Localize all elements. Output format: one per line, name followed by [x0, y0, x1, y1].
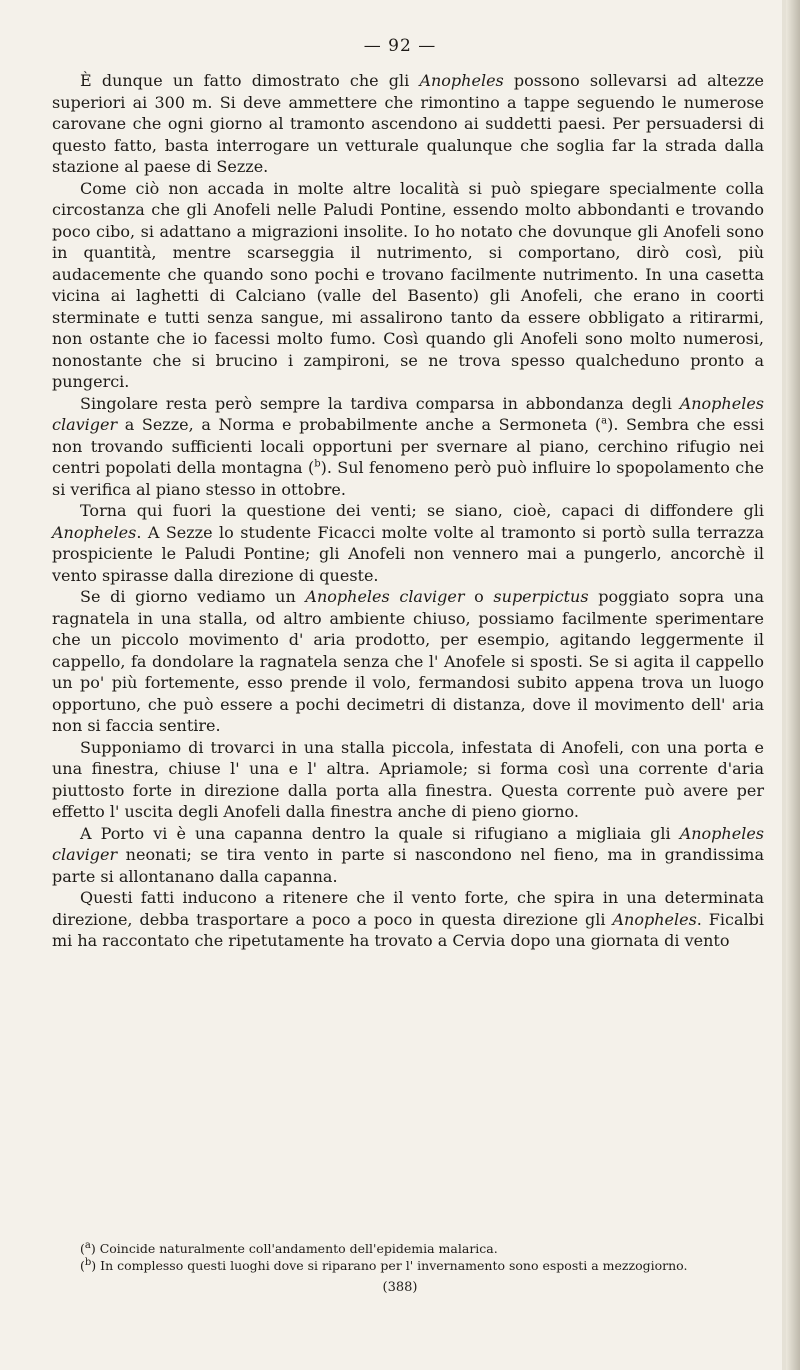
page-number: — 92 — — [363, 36, 437, 56]
italic-term: Anopheles claviger — [52, 823, 764, 864]
paragraph: È dunque un fatto dimostrato che gli Anopheles possono sollevarsi ad altezze superiori ai 300 m. Si deve ammettere che rimontino a tappe seguendo le numerose carovane che ogni giorno al tramonto ascendono ai suddetti paesi. Per persuadersi di questo fatto, basta interrogare un vetturale qualunque che soglia far la strada dalla stazione al paese di Sezze. — [52, 71, 764, 176]
italic-term: Anopheles — [612, 909, 697, 929]
italic-term: Anopheles — [419, 71, 504, 90]
footnote-marker: a — [601, 415, 608, 427]
footnote-marker: a — [84, 1239, 91, 1251]
footnotes — [52, 1240, 764, 1274]
paragraph: Singolare resta però sempre la tardiva comparsa in abbondanza degli Anopheles claviger a Sezze, a Norma e probabilmente anche a Sermoneta ($^a$). Sembra che essi non trovando sufficienti locali opportuni per svernare al piano, cerchino rifugio nei centri popolati della montagna ($^b$). Sul fenomeno però può influire lo spopolamento che si verifica al piano stesso in ottobre. — [52, 393, 764, 499]
paragraph: Supponiamo di trovarci in una stalla piccola, infestata di Anofeli, con una porta e una finestra, chiuse l' una e l' altra. Apriamole; si forma così una corrente d'aria piuttosto forte in direzione dalla porta alla finestra. Questa corrente può avere per effetto l' uscita degli Anofeli dalla finestra anche di pieno giorno. — [52, 737, 764, 821]
paragraph: Se di giorno vediamo un Anopheles claviger o superpictus poggiato sopra una ragnatela in una stalla, od altro ambiente chiuso, possiamo facilmente sperimentare che un piccolo movimento d' aria prodotto, per esempio, agitando leggermente il cappello, fa dondolare la ragnatela senza che l' Anofele si sposti. Se si agita il cappello un po' più fortemente, esso prende il volo, fermandosi subito appena trova un luogo opportuno, che può essere a pochi decimetri di distanza, dove il movimento dell' aria non si faccia sentire. — [52, 587, 764, 735]
page-edge — [786, 0, 800, 1370]
body-text — [52, 70, 764, 952]
footnote: ($^a$) Coincide naturalmente coll'andamento dell'epidemia malarica. — [80, 1239, 498, 1256]
paragraph: Questi fatti inducono a ritenere che il vento forte, che spira in una determinata direzione, debba trasportare a poco a poco in questa direzione gli Anopheles. Ficalbi mi ha raccontato che ripetutamente ha trovato a Cervia dopo una giornata di vento — [52, 888, 764, 950]
italic-term: Anopheles — [52, 522, 137, 542]
footnote: ($^b$) In complesso questi luoghi dove si riparano per l' invernamento sono esposti a mezzogiorno. — [80, 1256, 688, 1273]
footnote-marker: b — [314, 458, 321, 470]
footer-code: (388) — [382, 1280, 418, 1295]
italic-term: Anopheles claviger — [305, 587, 465, 606]
paragraph: Come ciò non accada in molte altre località si può spiegare specialmente colla circostanza che gli Anofeli nelle Paludi Pontine, essendo molto abbondanti e trovando poco cibo, si adattano a migrazioni insolite. Io ho notato che dovunque gli Anofeli sono in quantità, mentre scarseggia il nutrimento, si comportano, dirò così, più audacemente che quando sono pochi e trovano facilmente nutrimento. In una casetta vicina ai laghetti di Calciano (valle del Basento) gli Anofeli, che erano in coorti sterminate e tutti senza sangue, mi assalirono tanto da essere obbligato a ritirarmi, non ostante che io facessi molto fumo. Così quando gli Anofeli sono molto numerosi, nonostante che si brucino i zampironi, se ne trova spesso qualcheduno pronto a pungerci. — [52, 178, 764, 391]
paragraph: A Porto vi è una capanna dentro la quale si rifugiano a migliaia gli Anopheles claviger neonati; se tira vento in parte si nascondono nel fieno, ma in grandissima parte si allontanano dalla capanna. — [52, 823, 764, 886]
paragraph: Torna qui fuori la questione dei venti; se siano, cioè, capaci di diffondere gli Anopheles. A Sezze lo studente Ficacci molte volte al tramonto si portò sulla terrazza prospiciente le Paludi Pontine; gli Anofeli non vennero mai a pungerlo, ancorchè il vento spirasse dalla direzione di queste. — [52, 501, 764, 585]
italic-term: Anopheles claviger — [52, 393, 764, 434]
footnote-marker: b — [84, 1256, 92, 1268]
italic-term: superpictus — [493, 587, 589, 606]
